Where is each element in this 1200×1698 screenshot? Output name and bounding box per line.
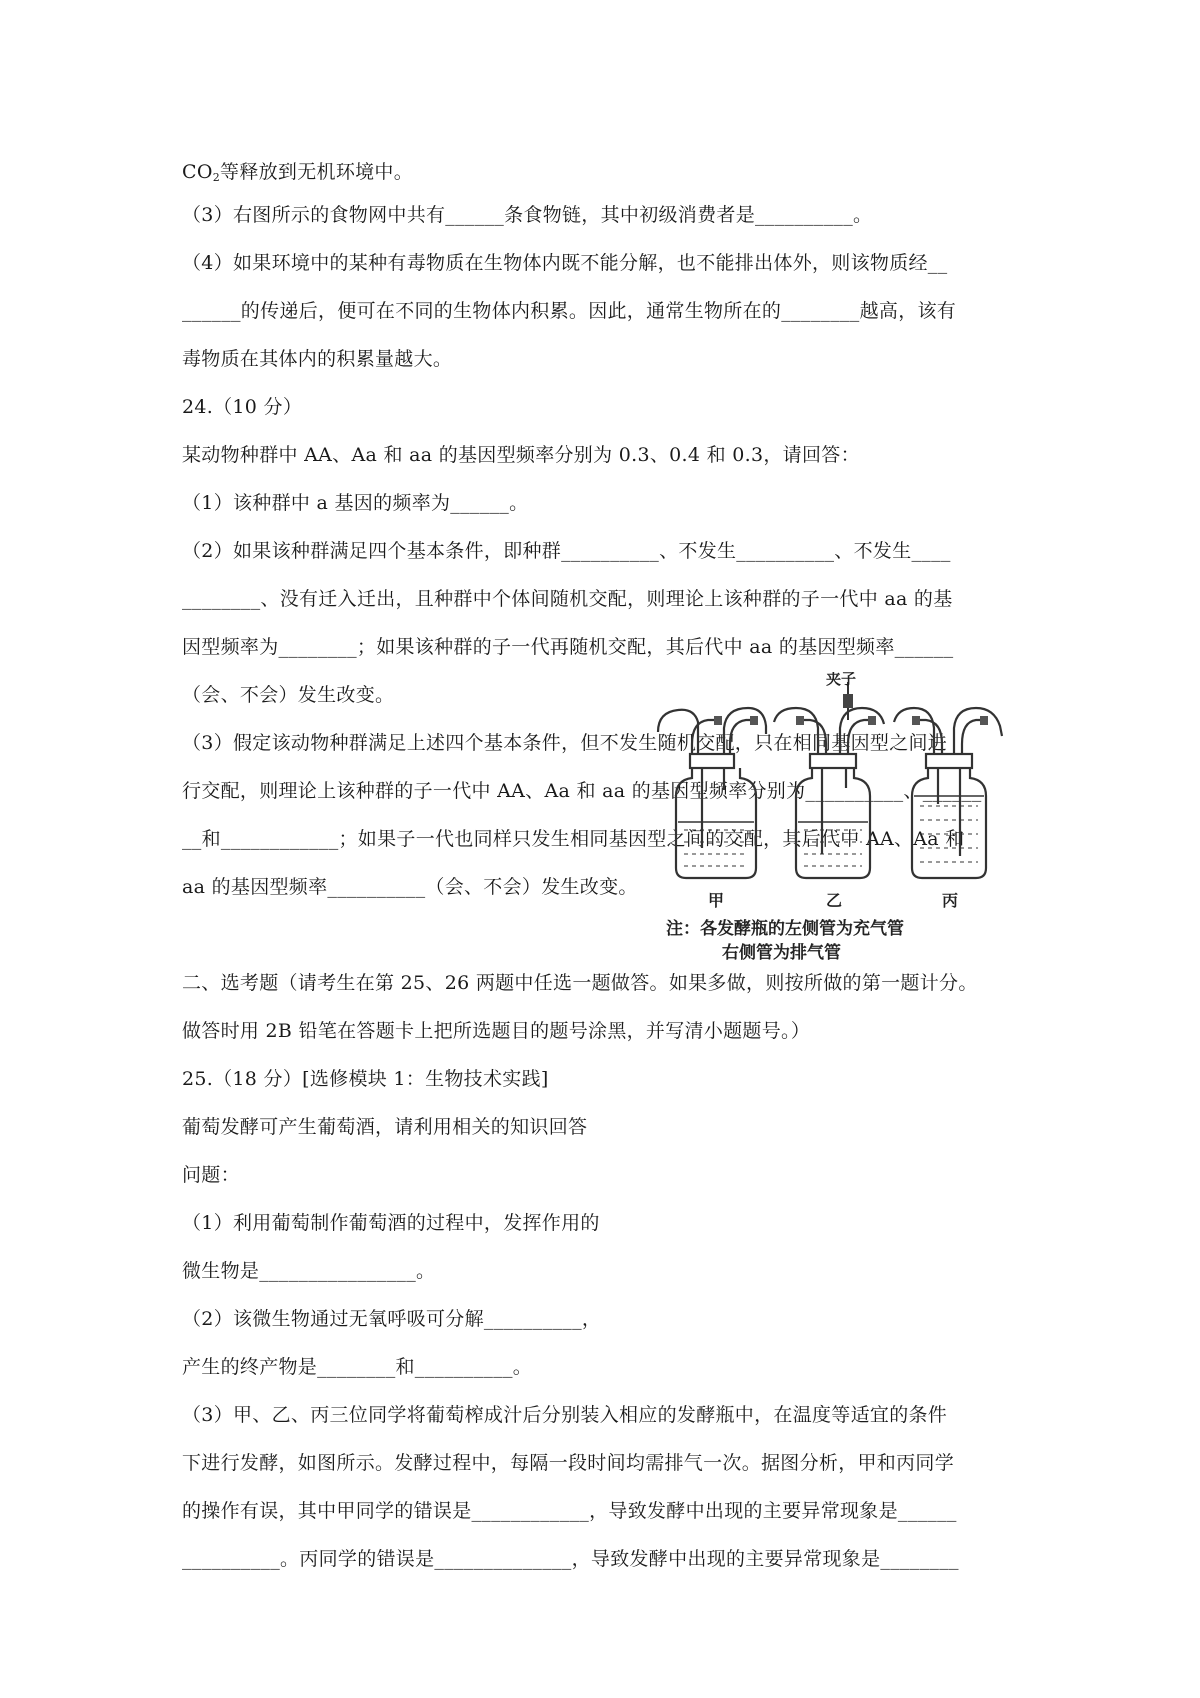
text-line: __________。丙同学的错误是______________，导致发酵中出现的主要异常现象是________ xyxy=(182,1548,959,1570)
question-25-2: （2）该微生物通过无氧呼吸可分解__________， xyxy=(182,1308,602,1330)
text-line: __和____________；如果子一代也同样只发生相同基因型之间的交配，其后代中 AA、Aa 和 xyxy=(182,828,965,850)
bottle-label-yi: 乙 xyxy=(826,891,843,910)
text-line: 微生物是________________。 xyxy=(182,1260,436,1282)
question-25-1: （1）利用葡萄制作葡萄酒的过程中，发挥作用的 xyxy=(182,1212,600,1234)
text-line: 做答时用 2B 铅笔在答题卡上把所选题目的题号涂黑，并写清小题题号。） xyxy=(182,1020,811,1042)
text-line: 产生的终产物是________和__________。 xyxy=(182,1356,533,1378)
text-line: 因型频率为________；如果该种群的子一代再随机交配，其后代中 aa 的基因型频率______ xyxy=(182,636,954,658)
question-24-stem: 某动物种群中 AA、Aa 和 aa 的基因型频率分别为 0.3、0.4 和 0.3，请回答： xyxy=(182,444,860,466)
fermentation-diagram xyxy=(650,672,1030,972)
question-23-3: （3）右图所示的食物网中共有______条食物链，其中初级消费者是__________。 xyxy=(182,204,873,226)
fermentation-bottles-figure xyxy=(650,672,1030,972)
text-line: ________、没有迁入迁出，且种群中个体间随机交配，则理论上该种群的子一代中 aa 的基 xyxy=(182,588,953,610)
question-24-2: （2）如果该种群满足四个基本条件，即种群__________、不发生__________、不发生____ xyxy=(182,540,951,562)
text-line: 行交配，则理论上该种群的子一代中 AA、Aa 和 aa 的基因型频率分别为__________、______ xyxy=(182,780,982,802)
bottle-yi xyxy=(774,682,884,878)
text-line: 的操作有误，其中甲同学的错误是____________，导致发酵中出现的主要异常现象是______ xyxy=(182,1500,957,1522)
question-24-3: （3）假定该动物种群满足上述四个基本条件，但不发生随机交配，只在相同基因型之间进 xyxy=(182,732,948,754)
text-line: 毒物质在其体内的积累量越大。 xyxy=(182,348,453,370)
text-line: ______的传递后，便可在不同的生物体内积累。因此，通常生物所在的________越高，该有 xyxy=(182,300,957,322)
bottle-label-bing: 丙 xyxy=(942,891,959,910)
question-25-stem: 葡萄发酵可产生葡萄酒，请利用相关的知识回答 xyxy=(182,1116,588,1138)
question-25-3: （3）甲、乙、丙三位同学将葡萄榨成汁后分别装入相应的发酵瓶中，在温度等适宜的条件 xyxy=(182,1404,948,1426)
bottle-jia xyxy=(658,708,766,878)
text-line: 问题： xyxy=(182,1164,240,1186)
text-line: 下进行发酵，如图所示。发酵过程中，每隔一段时间均需排气一次。据图分析，甲和丙同学 xyxy=(182,1452,955,1474)
clip-label: 夹子 xyxy=(826,672,857,688)
section-2-heading: 二、选考题（请考生在第 25、26 两题中任选一题做答。如果多做，则按所做的第一题计分。 xyxy=(182,972,978,994)
question-23-4: （4）如果环境中的某种有毒物质在生物体内既不能分解，也不能排出体外，则该物质经__ xyxy=(182,252,948,274)
formula-co2: $CO_2$ xyxy=(182,161,221,184)
text-line: $CO_2$等释放到无机环境中。 xyxy=(182,161,414,184)
bottle-label-jia: 甲 xyxy=(708,891,725,910)
question-24-1: （1）该种群中 a 基因的频率为______。 xyxy=(182,492,529,514)
text-line: （会、不会）发生改变。 xyxy=(182,684,395,706)
question-25-heading: 25.（18 分）[选修模块 1：生物技术实践] xyxy=(182,1068,549,1090)
bottle-bing xyxy=(894,708,1002,878)
text-line: aa 的基因型频率__________（会、不会）发生改变。 xyxy=(182,876,638,898)
figure-note-line1: 注：各发酵瓶的左侧管为充气管 xyxy=(666,919,904,939)
figure-note-line2: 右侧管为排气管 xyxy=(722,943,841,963)
question-24-heading: 24.（10 分） xyxy=(182,396,303,418)
